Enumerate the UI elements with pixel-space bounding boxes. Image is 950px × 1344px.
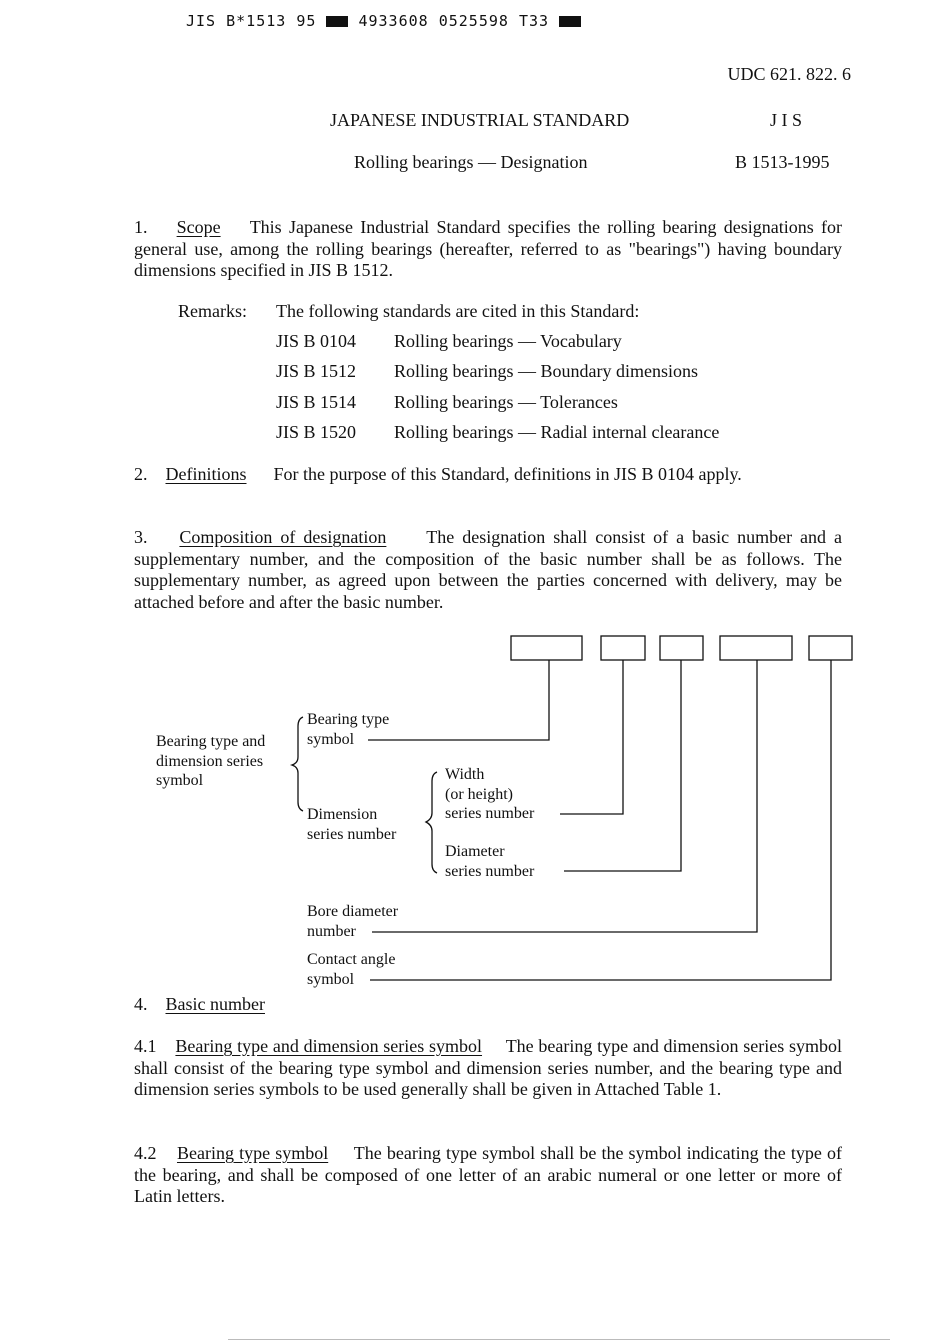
remarks-text: The following standards are cited in this Standard: [276, 301, 640, 321]
group-label: Bearing type and dimension series symbol [156, 733, 266, 789]
section-3-heading: Composition of designation [179, 527, 387, 547]
remarks-label: Remarks: [178, 301, 247, 321]
standard-number: B 1513-1995 [735, 152, 830, 172]
bore-number-box [720, 636, 792, 660]
reference-row: JIS B 1512 Rolling bearings — Boundary dimensions [276, 361, 698, 381]
section-4-1: 4.1 Bearing type and dimension series symbol The bearing type and dimension series symbol shall consist of the bearing type symbol and dimension series number, and the bearing type and dimension series symbols to be used generally shall be given in Attached Table 1. [134, 1036, 842, 1099]
bore-number-label: Bore diameter number [307, 903, 399, 940]
reference-row: JIS B 1520 Rolling bearings — Radial internal clearance [276, 422, 720, 442]
section-2-heading: Definitions [165, 464, 247, 484]
section-4-heading: Basic number [165, 994, 265, 1014]
bottom-rule [228, 1339, 890, 1340]
contact-angle-label: Contact angle symbol [307, 951, 396, 988]
group-brace [292, 717, 303, 811]
reference-row: JIS B 0104 Rolling bearings — Vocabulary [276, 331, 622, 351]
section-3: 3. Composition of designation The designation shall consist of a basic number and a supplementary number, and the composition of the basic number shall be as follows. The supplementary number, as agreed upon between the parties concerned with delivery, may be attached before and after the basic number. [134, 527, 843, 612]
section-1: 1. Scope This Japanese Industrial Standard specifies the rolling bearing designations for general use, among the rolling bearings (hereafter, referred to as "bearings") having boundary dimensions specified in JIS B 1512. [134, 217, 842, 280]
jis-mark: J I S [770, 110, 803, 130]
reference-row: JIS B 1514 Rolling bearings — Tolerances [276, 392, 618, 412]
diameter-series-box [660, 636, 703, 660]
document-code-line: JIS B*1513 95 4933608 0525598 T33 [186, 12, 581, 30]
diameter-series-label: Diameter series number [445, 843, 535, 880]
section-4-1-heading: Bearing type and dimension series symbol [175, 1036, 483, 1056]
type-symbol-leader [368, 660, 549, 740]
section-2: 2. Definitions For the purpose of this Standard, definitions in JIS B 0104 apply. [134, 464, 742, 484]
type-symbol-label: Bearing type symbol [307, 711, 390, 748]
dimension-series-label: Dimension series number [307, 806, 397, 843]
standard-org: JAPANESE INDUSTRIAL STANDARD [330, 110, 630, 130]
type-symbol-box [511, 636, 582, 660]
contact-angle-box [809, 636, 852, 660]
section-4-title: 4. Basic number [134, 994, 265, 1014]
width-series-label: Width (or height) series number [445, 766, 535, 822]
width-series-box [601, 636, 645, 660]
section-1-heading: Scope [176, 217, 221, 237]
section-4-2-heading: Bearing type symbol [176, 1143, 329, 1163]
bore-number-leader [372, 660, 757, 932]
dimension-series-brace [426, 772, 437, 873]
document-title: Rolling bearings — Designation [354, 152, 588, 172]
section-4-2: 4.2 Bearing type symbol The bearing type symbol shall be the symbol indicating the type of the bearing, and shall be composed of one letter of an arabic numeral or one letter or more of Latin letters. [134, 1143, 842, 1206]
udc-number: UDC 621. 822. 6 [727, 64, 851, 84]
width-series-leader [560, 660, 623, 814]
